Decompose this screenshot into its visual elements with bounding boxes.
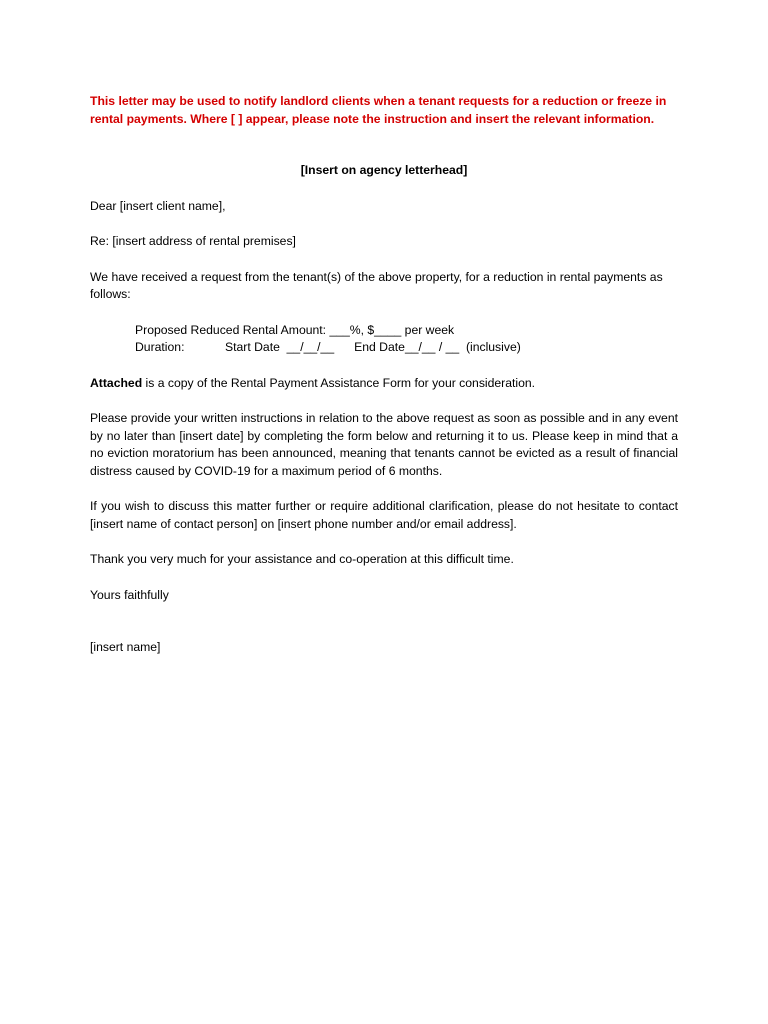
amount-label: Proposed Reduced Rental Amount: [135,322,327,337]
proposal-amount-row [135,322,678,340]
letter-document [90,93,678,657]
salutation: Dear [insert client name], [90,198,226,213]
instruction-note: This letter may be used to notify landlord clients when a tenant requests for a reduction or freeze in rental payments. Where [ ] appear, please note the instruction and insert the relevant information. [90,94,667,126]
duration-label: Duration: [135,340,185,354]
proposal-duration-row [135,339,678,357]
end-date-value: __/__ / __ [404,340,460,354]
re-line: Re: [insert address of rental premises] [90,234,296,248]
contact-paragraph: If you wish to discuss this matter further or require additional clarification, please do not hesitate to contact [insert name of contact person] on [insert phone number and/or email address]. [90,499,678,531]
start-date-value: __/__/__ [286,340,335,354]
letterhead-placeholder: [Insert on agency letterhead] [300,163,468,177]
signature-placeholder: [insert name] [90,640,161,654]
attached-paragraph [90,375,678,393]
attached-rest: is a copy of the Rental Payment Assistance Form for your consideration. [142,375,536,390]
amount-value: ___%, $____ per week [329,322,455,337]
attached-bold: Attached [90,375,143,390]
closing: Yours faithfully [90,587,169,602]
intro-paragraph: We have received a request from the tenant(s) of the above property, for a reduction in rental payments as follows: [90,269,663,301]
thanks-paragraph: Thank you very much for your assistance and co-operation at this difficult time. [90,552,514,566]
inclusive-note: (inclusive) [465,340,521,354]
start-date-label: Start Date [225,340,280,354]
instructions-paragraph: Please provide your written instructions in relation to the above request as soon as possible and in any event by no later than [insert date] by completing the form below and returning it to us. Please keep in mind that a no eviction moratorium has been announced, meaning that tenants cannot be evicted as a result of financial distress caused by COVID-19 for a maximum period of 6 months. [90,411,678,478]
end-date-label: End Date [354,340,405,354]
proposal-block [135,322,678,357]
